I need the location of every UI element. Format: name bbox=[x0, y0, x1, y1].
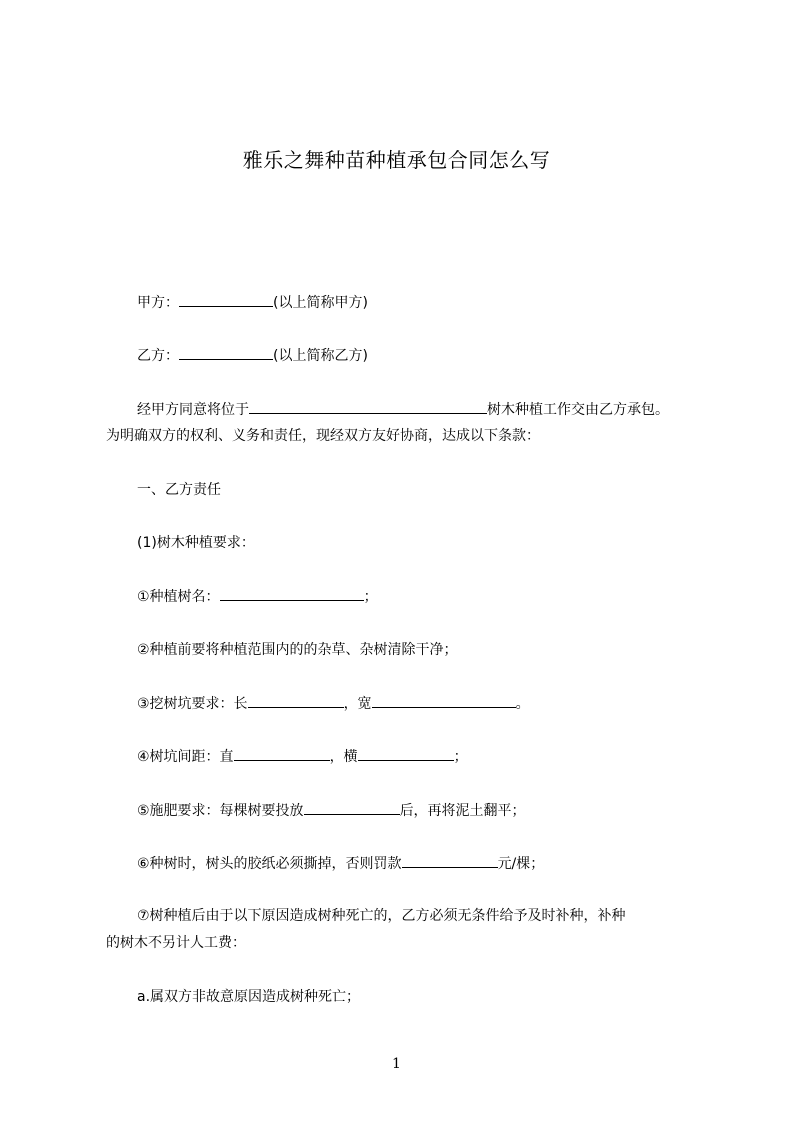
party-b-label: 乙方： bbox=[137, 348, 179, 364]
item-5-pre: ⑤施肥要求：每棵树要投放 bbox=[137, 803, 304, 819]
item-1-post: ； bbox=[363, 589, 378, 605]
item-6 bbox=[137, 853, 544, 874]
item-2: ②种植前要将种植范围内的的杂草、杂树清除干净； bbox=[137, 642, 458, 658]
fine-blank bbox=[402, 853, 498, 868]
intro-line-1 bbox=[137, 399, 669, 420]
item-4 bbox=[137, 746, 468, 767]
item-7-line-1: ⑦树种植后由于以下原因造成树种死亡的，乙方必须无条件给予及时补种，补种 bbox=[137, 908, 626, 924]
item-3-pre: ③挖树坑要求：长 bbox=[137, 696, 248, 712]
party-a-line bbox=[137, 292, 368, 313]
section-heading: 一、乙方责任 bbox=[137, 482, 221, 498]
fertilizer-blank bbox=[304, 800, 400, 815]
item-6-post: 元/棵； bbox=[497, 856, 545, 872]
spacing-horizontal-blank bbox=[358, 746, 454, 761]
intro-line-2: 为明确双方的权利、义务和责任，现经双方友好协商，达成以下条款： bbox=[106, 428, 540, 444]
party-b-blank bbox=[179, 345, 273, 360]
item-3-mid: ，宽 bbox=[343, 696, 372, 712]
item-1-pre: ①种植树名： bbox=[137, 589, 220, 605]
intro-pre: 经甲方同意将位于 bbox=[137, 402, 249, 418]
party-a-blank bbox=[179, 292, 273, 307]
tree-name-blank bbox=[220, 586, 364, 601]
spacing-vertical-blank bbox=[234, 746, 330, 761]
item-a: a.属双方非故意原因造成树种死亡； bbox=[137, 989, 361, 1005]
document-title: 雅乐之舞种苗种植承包合同怎么写 bbox=[242, 148, 551, 172]
party-b-note: (以上简称乙方) bbox=[273, 348, 368, 364]
page-number: 1 bbox=[392, 1056, 401, 1072]
party-b-line bbox=[137, 345, 368, 366]
pit-width-blank bbox=[372, 693, 516, 708]
item-7-line-2: 的树木不另计人工费： bbox=[106, 935, 246, 951]
item-5-post: 后，再将泥土翻平； bbox=[399, 803, 526, 819]
item-6-pre: ⑥种树时，树头的胶纸必须撕掉，否则罚款 bbox=[137, 856, 402, 872]
item-1 bbox=[137, 586, 378, 607]
subsection-heading: (1)树木种植要求： bbox=[137, 535, 255, 551]
party-a-label: 甲方： bbox=[137, 295, 179, 311]
item-4-mid: ，横 bbox=[329, 749, 358, 765]
pit-length-blank bbox=[248, 693, 344, 708]
item-4-post: ； bbox=[453, 749, 468, 765]
intro-post: 树木种植工作交由乙方承包。 bbox=[487, 402, 669, 418]
item-5 bbox=[137, 800, 526, 821]
location-blank bbox=[249, 399, 487, 414]
party-a-note: (以上简称甲方) bbox=[273, 295, 368, 311]
item-3 bbox=[137, 693, 530, 714]
item-3-post: 。 bbox=[515, 696, 530, 712]
item-4-pre: ④树坑间距：直 bbox=[137, 749, 234, 765]
